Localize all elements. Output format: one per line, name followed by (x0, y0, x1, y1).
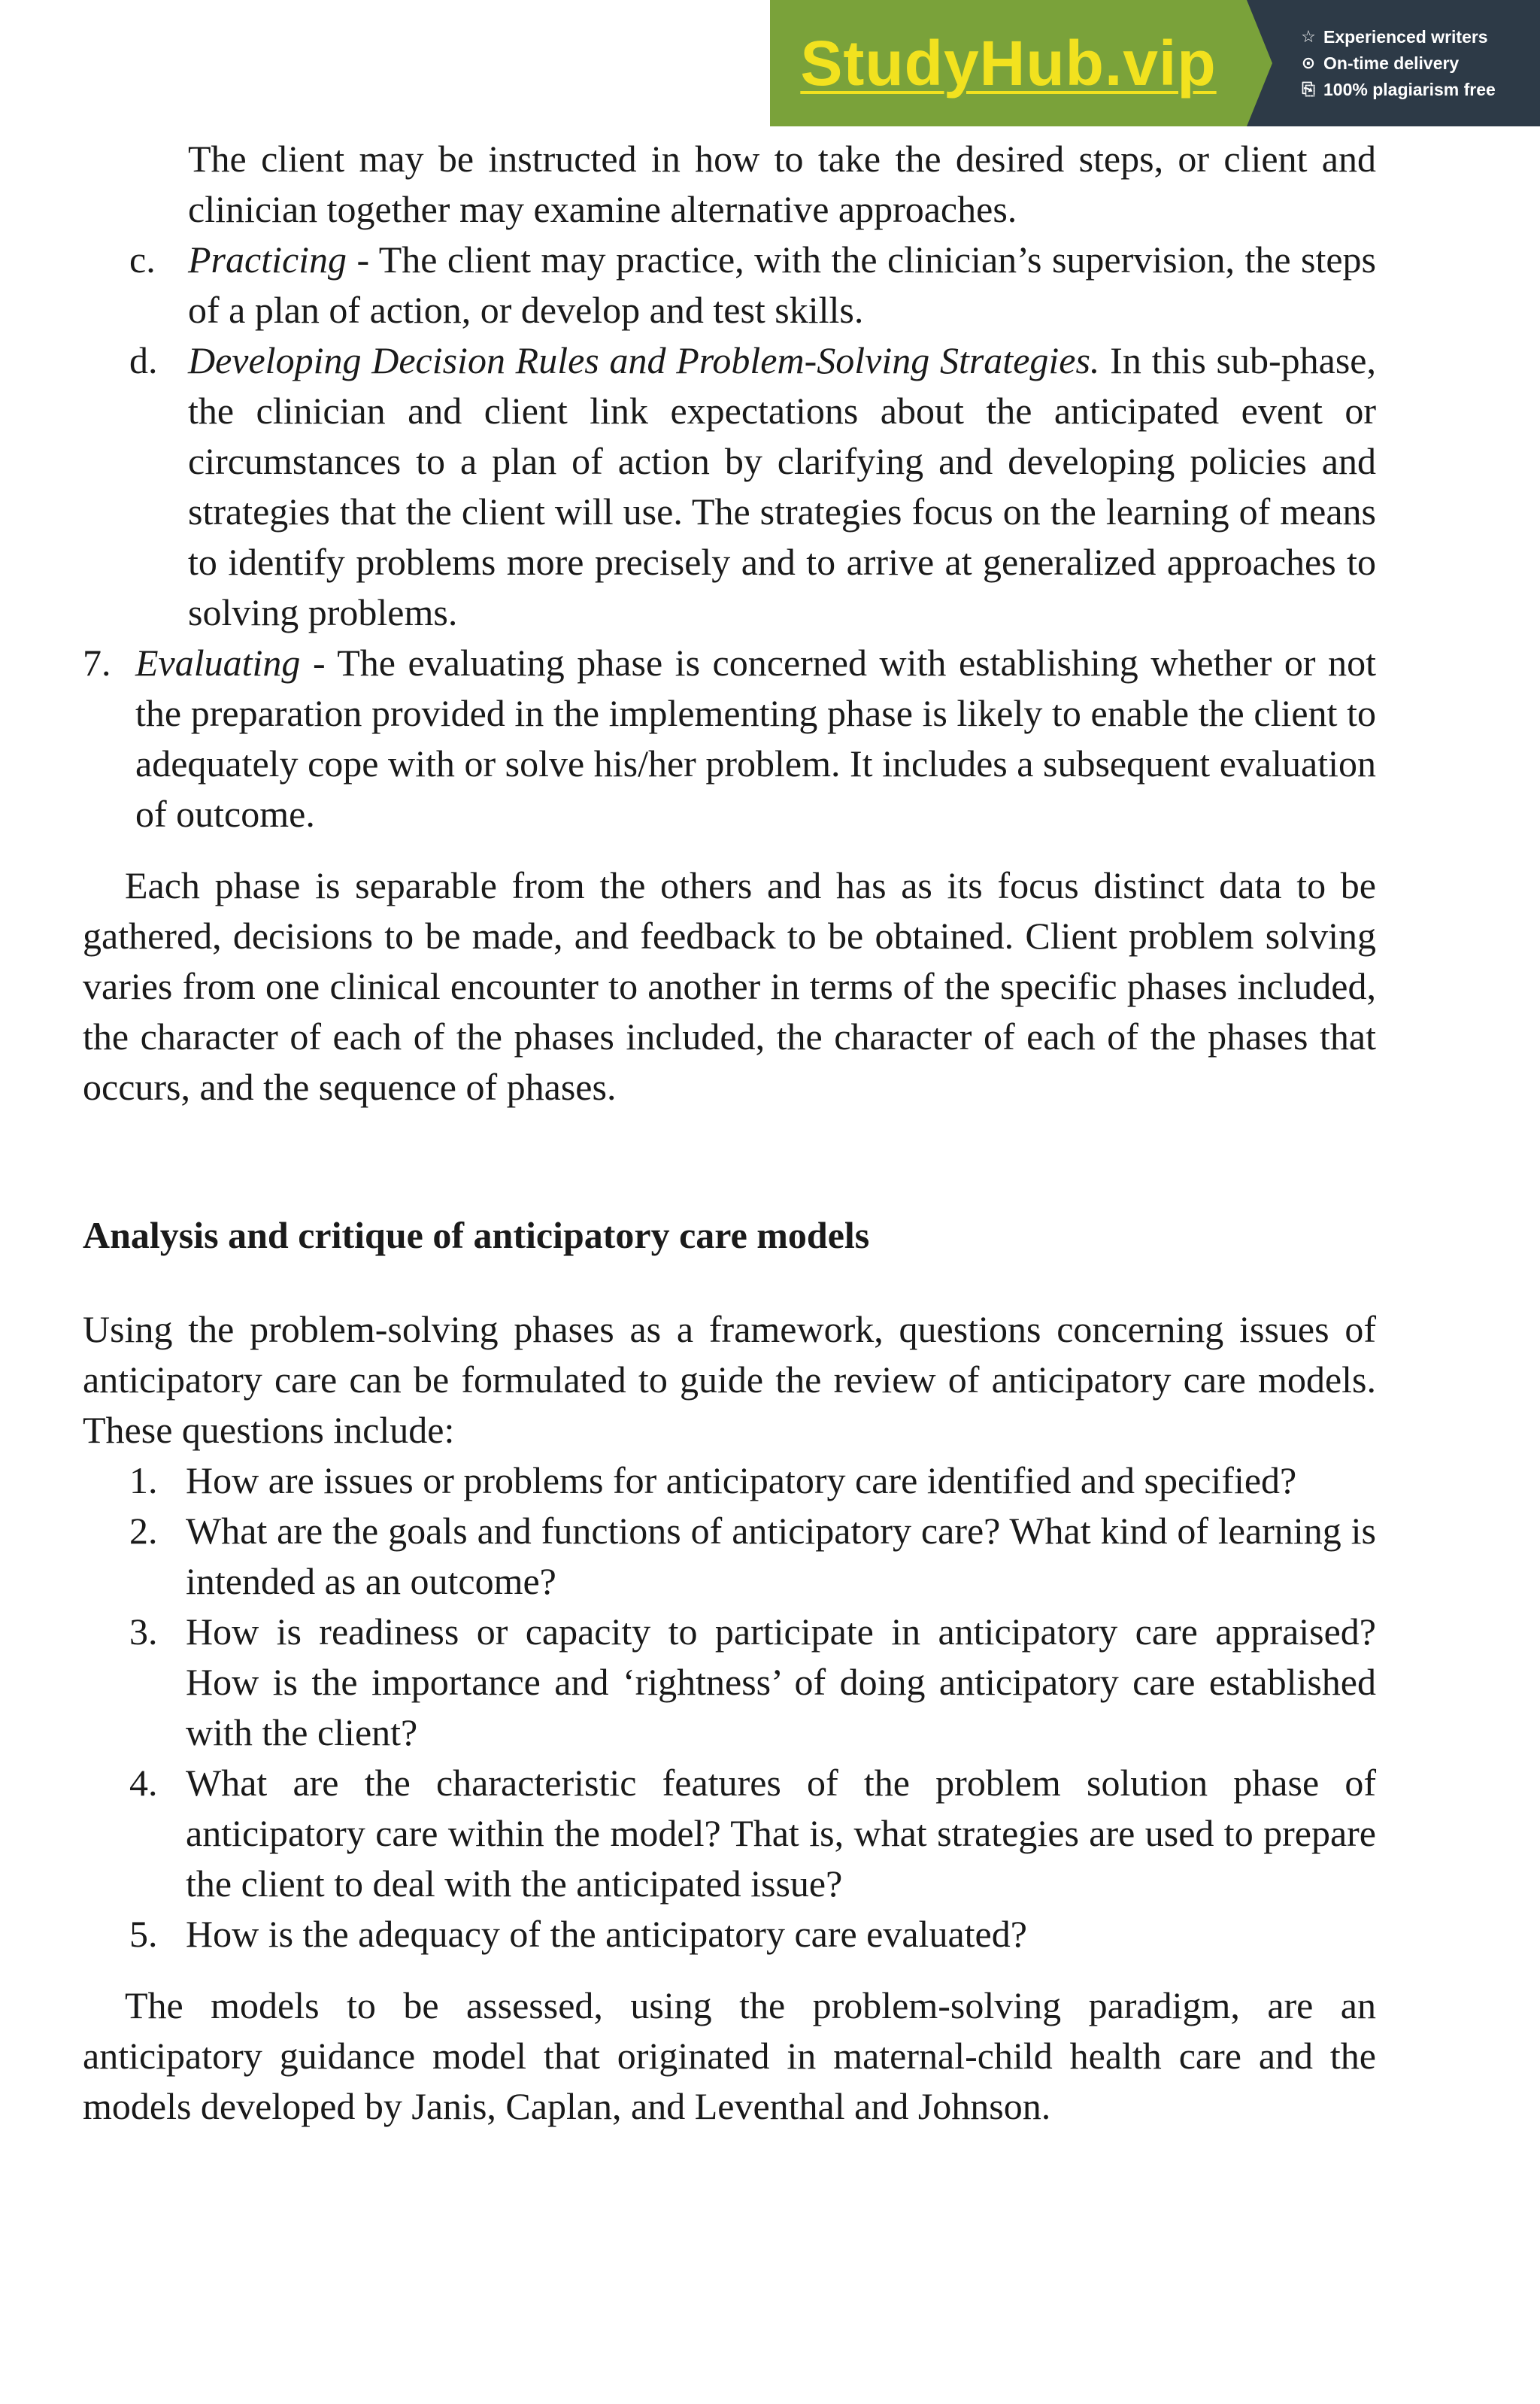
item-text: - The evaluating phase is concerned with establishing whether or not the preparation provided in the implementing phase is likely to enable the client to adequately cope with or solve his/her problem. It includes a subsequent evaluation of outcome. (135, 642, 1376, 835)
item-text: In this sub-phase, the clinician and client link expectations about the anticipated event or circumstances to a plan of action by clarifying and developing policies and strategies that the client will use. The strategies focus on the learning of means to identify problems more precisely and to arrive at generalized approaches to solving problems. (188, 339, 1377, 633)
question-item (83, 1758, 1376, 1909)
question-item (83, 1506, 1376, 1607)
studyhub-logo[interactable] (770, 0, 1247, 126)
question-marker: 2. (129, 1510, 158, 1552)
item-marker: c. (129, 238, 156, 281)
item-text: - The client may practice, with the clinician’s supervision, the steps of a plan of action, or develop and test skills. (188, 238, 1376, 331)
question-item (83, 1909, 1376, 1959)
question-text: What are the goals and functions of anticipatory care? What kind of learning is intended as an outcome? (186, 1510, 1376, 1602)
question-marker: 4. (129, 1762, 158, 1804)
item-c-practicing (83, 235, 1376, 335)
item-marker: d. (129, 339, 158, 381)
banner-features (1247, 0, 1540, 126)
question-item (83, 1607, 1376, 1758)
question-text: What are the characteristic features of the problem solution phase of anticipatory care within the model? That is, what strategies are used to prepare the client to deal with the anticipated issue? (186, 1762, 1376, 1905)
item-title: Evaluating (135, 642, 301, 684)
feature-experienced-writers (1299, 27, 1540, 47)
question-item (83, 1455, 1376, 1506)
item-d-decision-rules (83, 335, 1376, 638)
question-text: How are issues or problems for anticipatory care identified and specified? (186, 1459, 1297, 1501)
clock-icon: ⊙ (1301, 53, 1316, 72)
item-title: Developing Decision Rules and Problem-Solving Strategies. (188, 339, 1100, 381)
page-content (83, 134, 1376, 2132)
feature-label: On-time delivery (1323, 53, 1460, 73)
item-7-evaluating (83, 638, 1376, 839)
question-text: How is the adequacy of the anticipatory care evaluated? (186, 1913, 1027, 1955)
feature-plagiarism-free (1299, 80, 1540, 100)
item-marker: 7. (83, 642, 111, 684)
paragraph-models: The models to be assessed, using the problem-solving paradigm, are an anticipatory guidance model that originated in maternal-child health care and the models developed by Janis, Caplan, and Leventhal and Johnson. (83, 1984, 1376, 2127)
feature-label: Experienced writers (1323, 26, 1488, 47)
item-b-continuation: The client may be instructed in how to take the desired steps, or client and clinician together may examine alternative approaches. (188, 138, 1376, 230)
question-marker: 5. (129, 1913, 158, 1955)
paragraph-phases: Each phase is separable from the others and has as its focus distinct data to be gathered, decisions to be made, and feedback to be obtained. Client problem solving varies from one clinical encounter to another in terms of the specific phases included, the character of each of the phases included, the character of each of the phases that occurs, and the sequence of phases. (83, 864, 1376, 1108)
question-marker: 1. (129, 1459, 158, 1501)
logo-text: StudyHub.vip (800, 27, 1217, 99)
feature-on-time-delivery (1299, 53, 1540, 74)
question-marker: 3. (129, 1610, 158, 1653)
section-heading: Analysis and critique of anticipatory care models (83, 1214, 870, 1256)
copy-icon: ⎘ (1302, 80, 1315, 99)
paragraph-framework: Using the problem-solving phases as a framework, questions concerning issues of anticipatory care can be formulated to guide the review of anticipatory care models. These questions include: (83, 1308, 1376, 1451)
feature-label: 100% plagiarism free (1323, 79, 1496, 99)
studyhub-banner[interactable] (770, 0, 1540, 126)
item-title: Practicing (188, 238, 347, 281)
question-text: How is readiness or capacity to participate in anticipatory care appraised? How is the importance and ‘rightness’ of doing anticipatory care established with the client? (186, 1610, 1376, 1753)
star-icon: ☆ (1301, 27, 1316, 46)
